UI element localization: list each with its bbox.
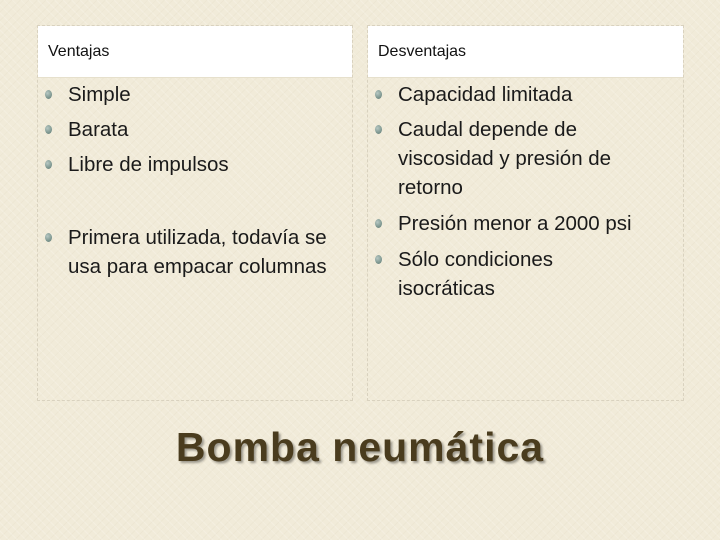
list-item (68, 223, 344, 281)
list-item-text: Primera utilizada, todavía se usa para empacar columnas (68, 226, 327, 278)
list-item (68, 115, 344, 144)
list-item (398, 245, 593, 303)
list-item-text: Simple (68, 83, 131, 106)
list-item-text: Caudal depende de viscosidad y presión de retorno (398, 118, 612, 199)
list-item (68, 150, 344, 179)
list-item-text: Presión menor a 2000 psi (398, 212, 632, 235)
bullet-dot-icon (375, 90, 382, 99)
disadvantages-column (367, 25, 684, 401)
list-item-text: Barata (68, 118, 129, 141)
bullet-dot-icon (375, 125, 382, 134)
bullet-dot-icon (45, 125, 52, 134)
list-item (398, 209, 681, 238)
list-item-text: Capacidad limitada (398, 83, 573, 106)
list-item-text: Sólo condiciones isocráticas (398, 248, 553, 300)
bullet-dot-icon (45, 90, 52, 99)
list-item (68, 80, 344, 109)
bullet-dot-icon (45, 233, 52, 242)
advantages-column (37, 25, 353, 401)
list-item-text: Libre de impulsos (68, 153, 229, 176)
disadvantages-header: Desventajas (368, 26, 683, 78)
bullet-dot-icon (375, 255, 382, 264)
list-item (398, 115, 643, 202)
slide-title: Bomba neumática (175, 424, 545, 470)
bullet-dot-icon (45, 160, 52, 169)
advantages-header: Ventajas (38, 26, 352, 78)
bullet-dot-icon (375, 219, 382, 228)
list-item (398, 80, 675, 109)
